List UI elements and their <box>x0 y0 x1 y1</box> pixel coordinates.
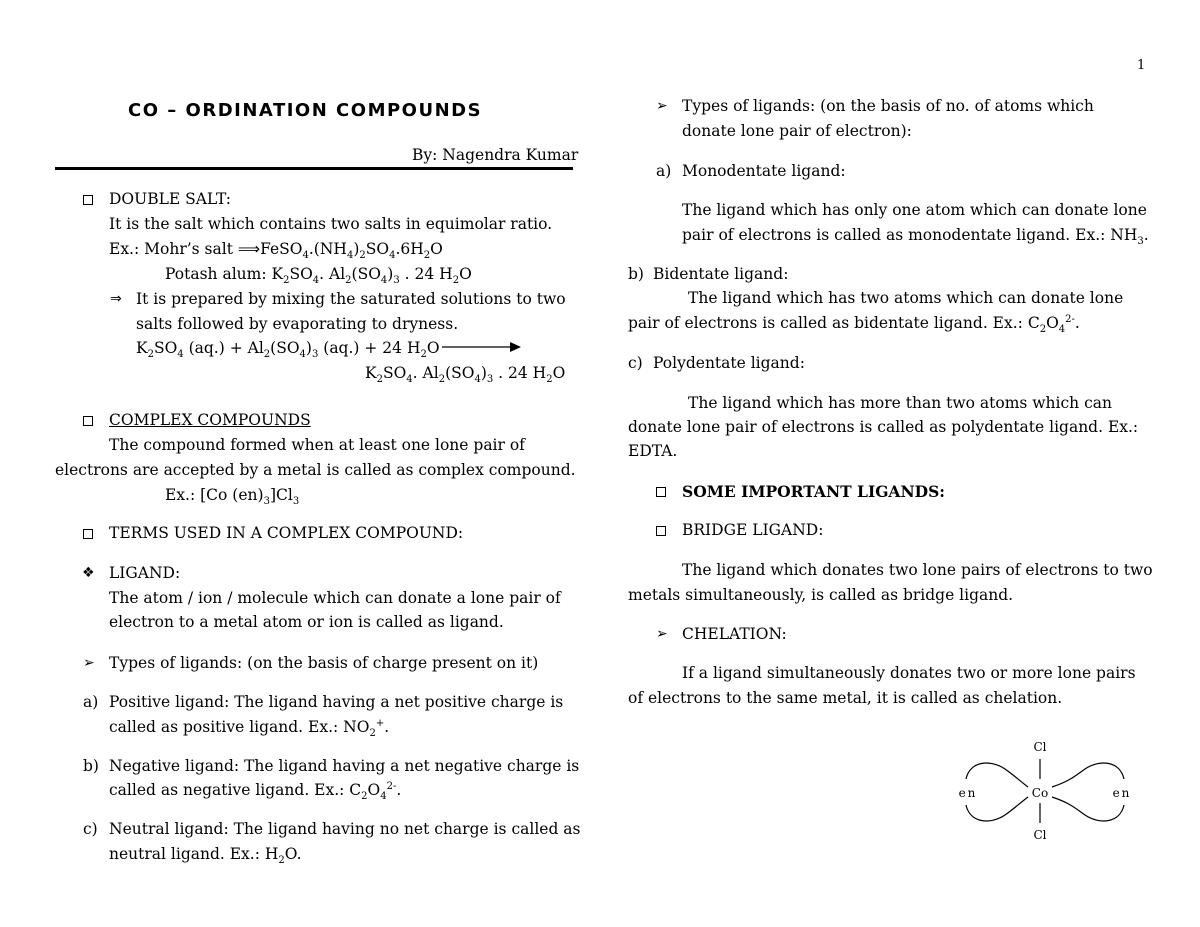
bridge-line-1: The ligand which donates two lone pairs of electrons to two <box>682 561 1153 579</box>
implies-arrow-icon: ⇒ <box>110 291 122 307</box>
title-rule <box>55 167 573 170</box>
preparation-line-1: It is prepared by mixing the saturated solutions to two <box>136 290 566 308</box>
chelation-line-2: of electrons to the same metal, it is called as chelation. <box>628 689 1063 707</box>
chelate-arc-left-top <box>966 763 1028 787</box>
double-arrow-icon: ⟹ <box>237 240 261 258</box>
example-label: Ex.: Mohr’s salt <box>109 240 233 258</box>
checkbox-bullet-icon <box>656 487 666 497</box>
monodentate-line-1: The ligand which has only one atom which can donate lone <box>682 201 1147 219</box>
ligand-line-1: The atom / ion / molecule which can donate a lone pair of <box>109 589 561 607</box>
page-number: 1 <box>1137 58 1146 73</box>
chelation-line-1: If a ligand simultaneously donates two or more lone pairs <box>682 664 1136 682</box>
checkbox-bullet-icon <box>83 195 93 205</box>
polydentate-line-2: donate lone pair of electrons is called as polydentate ligand. Ex.: <box>628 418 1139 436</box>
checkbox-bullet-icon <box>656 526 666 536</box>
reaction-lhs: $K_2SO_4$ $(aq.) + Al_2(SO_4)_3$ (aq.) + 24 $H_2O$ <box>136 339 440 361</box>
monodentate-heading: Monodentate ligand: <box>682 162 846 180</box>
chelation-heading: CHELATION: <box>682 625 787 643</box>
list-marker: b) <box>628 265 644 283</box>
complex-compounds-heading: COMPLEX COMPOUNDS <box>109 411 311 429</box>
ligand-heading: LIGAND: <box>109 564 181 582</box>
polydentate-line-1: The ligand which has more than two atoms which can <box>688 394 1112 412</box>
complex-example: Ex.: [Co $(en)_3]Cl_3$ <box>165 486 300 508</box>
bridge-line-2: metals simultaneously, is called as bridge ligand. <box>628 586 1014 604</box>
arrowhead-bullet-icon: ➢ <box>656 98 668 114</box>
list-marker: a) <box>83 693 99 711</box>
checkbox-bullet-icon <box>83 416 93 426</box>
list-marker: c) <box>83 820 98 838</box>
diagram-left-label: en <box>958 786 978 800</box>
double-salt-definition: It is the salt which contains two salts in equimolar ratio. <box>109 215 553 233</box>
positive-line-1: Positive ligand: The ligand having a net positive charge is <box>109 693 564 711</box>
neutral-line-1: Neutral ligand: The ligand having no net charge is called as <box>109 820 581 838</box>
polydentate-line-3: EDTA. <box>628 442 678 460</box>
important-ligands-heading: SOME IMPORTANT LIGANDS: <box>682 482 945 501</box>
polydentate-heading: Polydentate ligand: <box>653 354 805 372</box>
diagram-top-label: Cl <box>1033 740 1047 754</box>
arrowhead-bullet-icon: ➢ <box>83 655 95 671</box>
double-salt-heading: DOUBLE SALT: <box>109 190 231 208</box>
preparation-line-2: salts followed by evaporating to dryness. <box>136 315 459 333</box>
list-marker: b) <box>83 757 99 775</box>
types-by-atoms-line-1: Types of ligands: (on the basis of no. of atoms which <box>682 97 1094 115</box>
bidentate-line-2: pair of electrons is called as bidentate ligand. Ex.: $C_2O_4^{2-}$. <box>628 313 1080 336</box>
types-by-atoms-line-2: donate lone pair of electron): <box>682 122 912 140</box>
list-marker: a) <box>656 162 672 180</box>
negative-line-1: Negative ligand: The ligand having a net negative charge is <box>109 757 580 775</box>
chelate-arc-right-top <box>1052 763 1124 787</box>
reaction-rhs: $K_2SO_4$. $Al_2(SO_4)_3$ . 24 $H_2O$ <box>365 364 566 386</box>
checkbox-bullet-icon <box>83 529 93 539</box>
chelate-arc-left-bottom <box>966 797 1028 821</box>
bridge-ligand-heading: BRIDGE LIGAND: <box>682 521 824 539</box>
chelation-diagram <box>950 735 1140 845</box>
neutral-line-2: neutral ligand. Ex.: $H_2O$. <box>109 845 302 867</box>
diagram-right-label: en <box>1112 786 1132 800</box>
terms-heading: TERMS USED IN A COMPLEX COMPOUND: <box>109 524 464 542</box>
diagram-center-label: Co <box>1031 786 1049 800</box>
double-salt-example: Ex.: Mohr’s salt $⟹FeSO_4.(NH_4)_2SO_4.6H_2O$ <box>109 240 443 262</box>
bidentate-heading: Bidentate ligand: <box>653 265 789 283</box>
list-marker: c) <box>628 354 643 372</box>
document-title: CO – ORDINATION COMPOUNDS <box>128 100 483 121</box>
ligand-line-2: electron to a metal atom or ion is called as ligand. <box>109 613 504 631</box>
types-by-charge: Types of ligands: (on the basis of charge present on it) <box>109 654 539 672</box>
chelate-arc-right-bottom <box>1052 797 1124 821</box>
monodentate-line-2: pair of electrons is called as monodentate ligand. Ex.: $NH_3$. <box>682 226 1149 248</box>
bidentate-line-1: The ligand which has two atoms which can donate lone <box>688 289 1124 307</box>
negative-line-2: called as negative ligand. Ex.: $C_2O_4^{2-}$. <box>109 780 402 803</box>
diamond-bullet-icon: ❖ <box>82 565 95 581</box>
potash-alum: Potash alum: $K_2SO_4$. $Al_2(SO_4)_3$ . 24 $H_2O$ <box>165 265 472 287</box>
positive-line-2: called as positive ligand. Ex.: $NO_2^+$. <box>109 717 390 740</box>
complex-line-2: electrons are accepted by a metal is called as complex compound. <box>55 461 576 479</box>
diagram-bottom-label: Cl <box>1033 828 1047 842</box>
reaction-arrow-icon <box>442 340 522 354</box>
complex-line-1: The compound formed when at least one lone pair of <box>109 436 525 454</box>
author-line: By: Nagendra Kumar <box>412 146 579 164</box>
arrowhead-bullet-icon: ➢ <box>656 626 668 642</box>
